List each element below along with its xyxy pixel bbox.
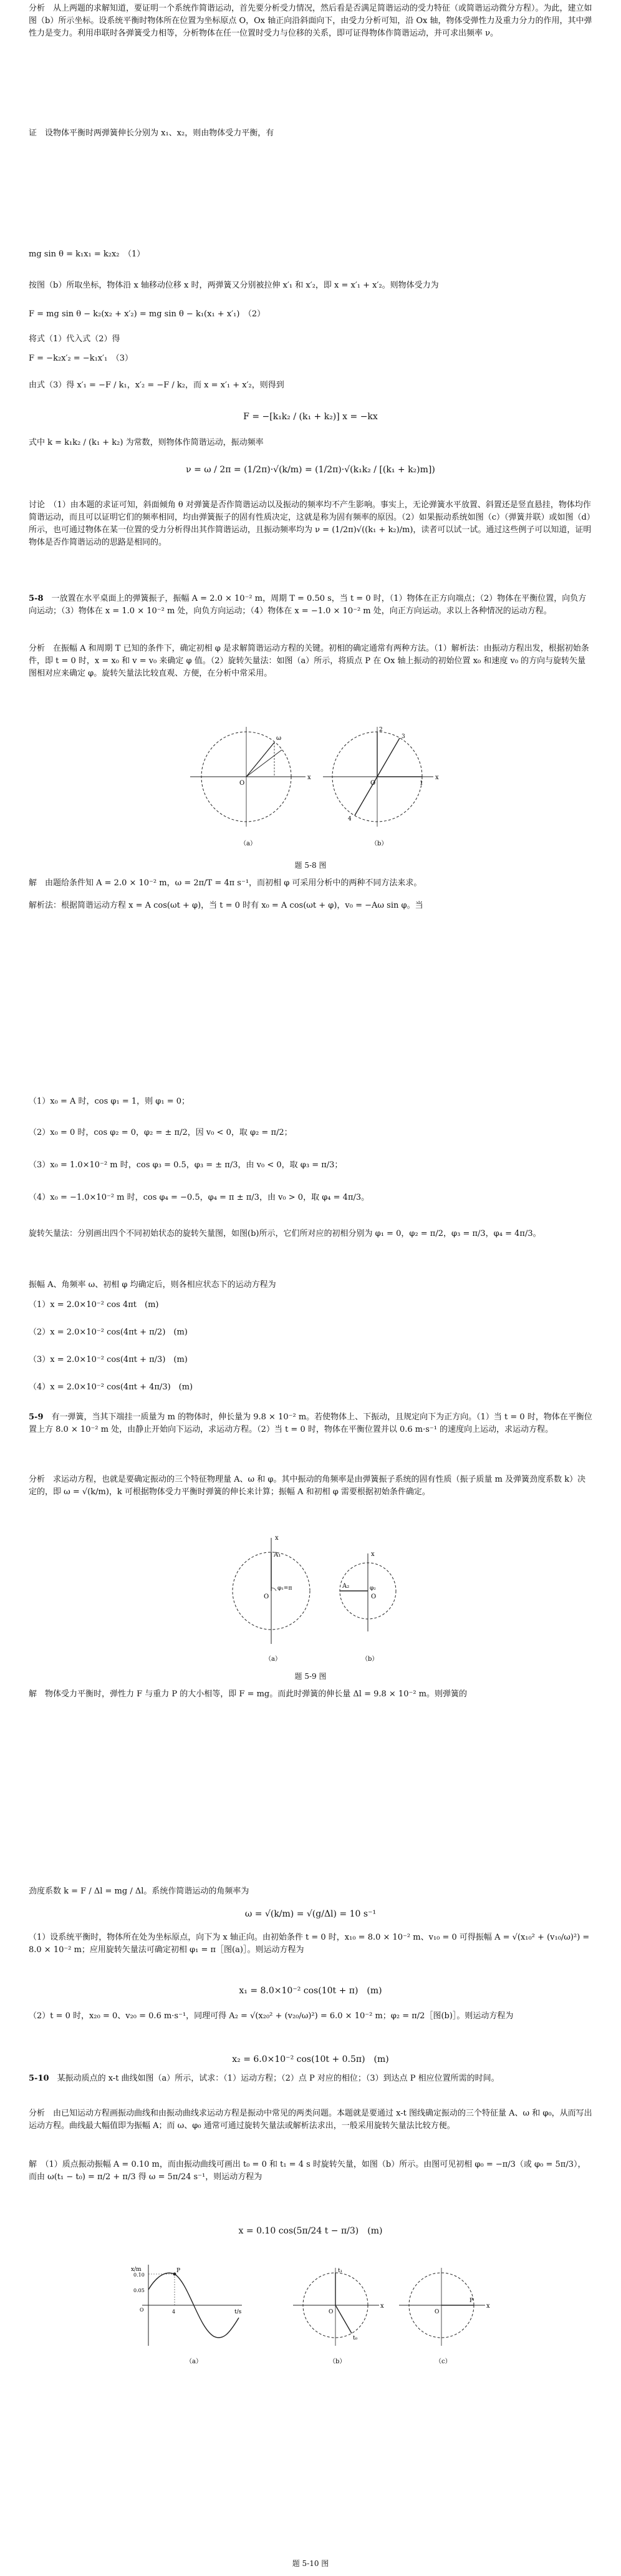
figure-caption-5-8: 题 5-8 图 <box>294 861 327 870</box>
solution-5-9: 解 物体受力平衡时，弹性力 F 与重力 P 的大小相等，即 F = mg。而此时弹簧的伸长量 Δl = 9.8 × 10⁻² m。则弹簧的 <box>29 1689 467 1699</box>
case-2: （2）x₀ = 0 时，cos φ₂ = 0，φ₂ = ± π/2，因 v₀ < 0，取 φ₂ = π/2； <box>29 1128 292 1137</box>
svg-text:A₁: A₁ <box>274 1552 281 1558</box>
problem-5-8 <box>29 593 592 618</box>
motion-equation-x1: x₁ = 8.0×10⁻² cos(10t + π) (m) <box>239 1986 382 1996</box>
proof-paragraph: 证 设物体平衡时两弹簧伸长分别为 x₁、x₂，则由物体受力平衡，有 <box>29 129 274 138</box>
svg-text:4: 4 <box>172 2309 176 2315</box>
svg-text:3: 3 <box>402 734 405 740</box>
equation-2: F = mg sin θ − k₂(x₂ + x′₂) = mg sin θ − k₁(x₁ + x′₁) （2） <box>29 309 266 319</box>
figure-5-9 <box>228 1529 415 1666</box>
svg-text:O: O <box>264 1593 269 1600</box>
problem-text: 有一弹簧，当其下端挂一质量为 m 的物体时，伸长量为 9.8 × 10⁻² m。若使物体上、下振动，且规定向下为正方向。（1）当 t = 0 时，物体在平衡位置上方 8.0 × 10⁻² m 处，由静止开始向下运动，求运动方程。（2）当 t = 0 时，物体在平衡位置并以 0.6 m·s⁻¹ 的速度向上运动，求运动方程。 <box>29 1412 592 1435</box>
problem-5-10 <box>29 2073 592 2085</box>
figure-caption-5-10: 题 5-10 图 <box>292 2559 329 2568</box>
rotating-vector-diagram-a <box>190 727 311 827</box>
svg-text:ω: ω <box>276 735 282 742</box>
coordinate-paragraph: 按图（b）所取坐标，物体沿 x 轴移动位移 x 时，两弹簧又分别被拉伸 x′₁ 和 x′₂，即 x = x′₁ + x′₂。则物体受力为 <box>29 281 439 290</box>
svg-text:t/s: t/s <box>234 2309 242 2315</box>
rotating-vector-diagram-a <box>233 1535 310 1644</box>
svg-text:t₁: t₁ <box>338 2268 343 2274</box>
analysis-paragraph: 分析 从上两题的求解知道，要证明一个系统作简谐运动，首先要分析受力情况，然后看是否满足简谐运动的受力特征（或简谐运动微分方程）。为此，建立如图（b）所示坐标。设系统平衡时物体所在位置为坐标原点 O，Ox 轴正向沿斜面向下，由受力分析可知，沿 Ox 轴，物体受弹性力及重力分力的作用，其中弹性力是变力。利用串联时各弹簧受力相等，分析物体在任一位置时受力与位移的关系，即可证得物体作简谐运动，并可求出频率 ν。 <box>29 4 592 39</box>
svg-text:x/m: x/m <box>131 2267 142 2273</box>
analysis-5-10: 分析 由已知运动方程画振动曲线和由振动曲线求运动方程是振动中常见的两类问题。本题就是要通过 x-t 图线确定振动的三个特征量 A、ω 和 φ₀，从而写出运动方程。曲线最大幅值即为振幅 A；而 ω、φ₀ 通常可通过旋转矢量法或解析法求出，一般采用旋转矢量法比较方便。 <box>29 2109 592 2131</box>
motion-equation-3: （3）x = 2.0×10⁻² cos(4πt + π/3) (m) <box>29 1355 188 1364</box>
svg-text:O: O <box>370 780 376 787</box>
svg-text:O: O <box>140 2307 144 2313</box>
svg-text:x: x <box>486 2303 490 2310</box>
rotating-vector-diagram-b <box>293 2268 384 2346</box>
stiffness-text: 劲度系数 k = F / Δl = mg / Δl。系统作简谐运动的角频率为 <box>29 1887 249 1896</box>
x-t-curve-plot <box>131 2265 242 2346</box>
figure-5-10 <box>130 2258 491 2368</box>
figure-label-b: （b） <box>329 2358 346 2365</box>
frequency-equation: ν = ω / 2π = (1/2π)·√(k/m) = (1/2π)·√(k₁k₂ / [(k₁ + k₂)m]) <box>186 465 435 475</box>
figure-5-8 <box>181 717 443 848</box>
svg-text:4: 4 <box>348 816 352 822</box>
figure-label-c: （c） <box>435 2358 451 2365</box>
case-3: （3）x₀ = 1.0×10⁻² m 时，cos φ₃ = 0.5，φ₃ = ± π/3，由 v₀ < 0，取 φ₃ = π/3； <box>29 1160 343 1170</box>
problem-text: 一放置在水平桌面上的弹簧振子，振幅 A = 2.0 × 10⁻² m，周期 T = 0.50 s，当 t = 0 时，（1）物体在正方向端点；（2）物体在平衡位置，向负方向运动；（3）物体在 x = 1.0 × 10⁻² m 处，向负方向运动；（4）物体在 x = −1.0 × 10⁻² m 处，向正方向运动。求以上各种情况的运动方程。 <box>29 594 587 616</box>
svg-text:φ₂: φ₂ <box>370 1585 376 1592</box>
problem-text: 某振动质点的 x-t 曲线如图（a）所示，试求：（1）运动方程；（2）点 P 对应的相位；（3）到达点 P 相应位置所需的时间。 <box>57 2074 499 2083</box>
amplitude-text: 振幅 A、角频率 ω、初相 φ 均确定后，则各相应状态下的运动方程为 <box>29 1280 276 1290</box>
svg-text:A₂: A₂ <box>342 1583 350 1590</box>
figure-caption-5-9: 题 5-9 图 <box>294 1672 327 1681</box>
svg-text:x: x <box>371 1551 375 1558</box>
figure-label-b: （b） <box>371 840 388 847</box>
rotating-vector-method-text: 旋转矢量法：分别画出四个不同初始状态的旋转矢量图，如图(b)所示，它们所对应的初相分别为 φ₁ = 0，φ₂ = π/2，φ₃ = π/3，φ₄ = 4π/3。 <box>29 1229 541 1238</box>
problem-number: 5-8 <box>29 594 44 603</box>
svg-text:1: 1 <box>420 780 423 787</box>
svg-text:φ₁=π: φ₁=π <box>277 1585 292 1592</box>
constant-text: 式中 k = k₁k₂ / (k₁ + k₂) 为常数，则物体作简谐运动，振动频率 <box>29 438 264 447</box>
derivation-text: 由式（3）得 x′₁ = −F / k₁，x′₂ = −F / k₂，而 x = x′₁ + x′₂，则得到 <box>29 381 284 390</box>
svg-text:0.10: 0.10 <box>133 2272 145 2278</box>
svg-text:O: O <box>371 1593 377 1600</box>
discussion-paragraph: 讨论 （1）由本题的求证可知，斜面倾角 θ 对弹簧是否作简谐运动以及振动的频率均不产生影响。事实上，无论弹簧水平放置、斜置还是竖直悬挂，物体均作简谐运动，而且可以证明它们的频率相同，均由弹簧振子的固有性质决定，这就是称为固有频率的原因。（2）如果振动系统如图（c）（弹簧并联）或如图（d）所示，也可通过物体在某一位置的受力分析得出其作简谐运动，且振动频率均为 ν = (1/2π)√((k₁ + k₂)/m)，读者可以试一试。通过这些例子可以知道，证明物体是否作简谐运动的思路是相同的。 <box>29 500 592 548</box>
equation-4: F = −[k₁k₂ / (k₁ + k₂)] x = −kx <box>243 412 378 422</box>
svg-text:P: P <box>176 2268 181 2274</box>
substitution-text: 将式（1）代入式（2）得 <box>29 334 120 344</box>
svg-text:x: x <box>380 2303 384 2310</box>
equation-1: mg sin θ = k₁x₁ = k₂x₂ （1） <box>29 250 145 259</box>
svg-text:O: O <box>329 2309 334 2315</box>
solution-5-10: 解 （1）质点振动振幅 A = 0.10 m，而由振动曲线可画出 t₀ = 0 和 t₁ = 4 s 时旋转矢量，如图（b）所示。由图可见初相 φ₀ = −π/3（或 φ₀ = 5π/3），而由 ω(t₁ − t₀) = π/2 + π/3 得 ω = 5π/24 s⁻¹，则运动方程为 <box>29 2160 586 2182</box>
svg-text:O: O <box>239 780 245 787</box>
problem-number: 5-10 <box>29 2074 49 2083</box>
case-4: （4）x₀ = −1.0×10⁻² m 时，cos φ₄ = −0.5，φ₄ = π ± π/3，由 v₀ > 0，取 φ₄ = 4π/3。 <box>29 1193 370 1202</box>
case-1: （1）x₀ = A 时，cos φ₁ = 1，则 φ₁ = 0； <box>29 1097 190 1106</box>
equation-3: F = −k₂x′₂ = −k₁x′₁ （3） <box>29 354 133 363</box>
rotating-vector-diagram-b <box>323 727 439 827</box>
svg-text:x: x <box>275 1535 279 1542</box>
problem-5-9 <box>29 1411 592 1436</box>
solution-part-1: （1）设系统平衡时，物体所在处为坐标原点，向下为 x 轴正向。由初始条件 t = 0 时，x₁₀ = 8.0 × 10⁻² m、v₁₀ = 0 可得振幅 A = √(x₁₀² + (v₁₀/ω)²) = 8.0 × 10⁻² m；应用旋转矢量法可确定初相 φ₁ = π［图(a)］。则运动方程为 <box>29 1933 590 1955</box>
svg-text:0.05: 0.05 <box>133 2288 145 2293</box>
omega-equation: ω = √(k/m) = √(g/Δl) = 10 s⁻¹ <box>244 1909 377 1919</box>
motion-equation-1: （1）x = 2.0×10⁻² cos 4πt (m) <box>29 1300 159 1310</box>
rotating-vector-diagram-b <box>340 1551 396 1631</box>
svg-text:t₀: t₀ <box>353 2335 358 2341</box>
motion-equation-x2: x₂ = 6.0×10⁻² cos(10t + 0.5π) (m) <box>232 2054 389 2064</box>
analysis-5-9: 分析 求运动方程，也就是要确定振动的三个特征物理量 A、ω 和 φ。其中振动的角频率是由弹簧振子系统的固有性质（振子质量 m 及弹簧劲度系数 k）决定的，即 ω = √(k/m)，k 可根据物体受力平衡时弹簧的伸长来计算；振幅 A 和初相 φ 需要根据初始条件确定。 <box>29 1475 586 1497</box>
svg-text:O: O <box>435 2309 440 2315</box>
rotating-vector-diagram-c <box>399 2268 490 2346</box>
solution-part-2: （2）t = 0 时，x₂₀ = 0、v₂₀ = 0.6 m·s⁻¹，同理可得 A₂ = √(x₂₀² + (v₂₀/ω)²) = 6.0 × 10⁻² m；φ₂ = π/2［图(b)］。则运动方程为 <box>29 2011 514 2021</box>
problem-number: 5-9 <box>29 1412 44 1422</box>
solution-5-8: 解 由题给条件知 A = 2.0 × 10⁻² m，ω = 2π/T = 4π s⁻¹，而初相 φ 可采用分析中的两种不同方法来求。 <box>29 878 422 888</box>
figure-label-a: （a） <box>186 2358 202 2365</box>
analytic-method-text: 解析法：根据简谐运动方程 x = A cos(ωt + φ)，当 t = 0 时有 x₀ = A cos(ωt + φ)，v₀ = −Aω sin φ。当 <box>29 901 423 910</box>
svg-text:2: 2 <box>379 727 383 733</box>
svg-text:x: x <box>435 774 439 781</box>
figure-label-b: （b） <box>362 1656 378 1663</box>
svg-text:x: x <box>307 774 311 781</box>
svg-text:P: P <box>469 2298 474 2304</box>
figure-label-a: （a） <box>265 1656 281 1663</box>
motion-equation-4: （4）x = 2.0×10⁻² cos(4πt + 4π/3) (m) <box>29 1383 193 1392</box>
motion-equation-2: （2）x = 2.0×10⁻² cos(4πt + π/2) (m) <box>29 1328 188 1337</box>
figure-label-a: （a） <box>240 840 256 847</box>
analysis-5-8: 分析 在振幅 A 和周期 T 已知的条件下，确定初相 φ 是求解简谐运动方程的关键。初相的确定通常有两种方法。（1）解析法：由振动方程出发，根据初始条件，即 t = 0 时，x = x₀ 和 v = v₀ 来确定 φ 值。（2）旋转矢量法：如图（a）所示，将质点 P 在 Ox 轴上振动的初始位置 x₀ 和速度 v₀ 的方向与旋转矢量图相对应来确定 φ。旋转矢量法比较直观、方便，在分析中常采用。 <box>29 644 589 679</box>
motion-equation-5-10: x = 0.10 cos(5π/24 t − π/3) (m) <box>238 2226 383 2236</box>
